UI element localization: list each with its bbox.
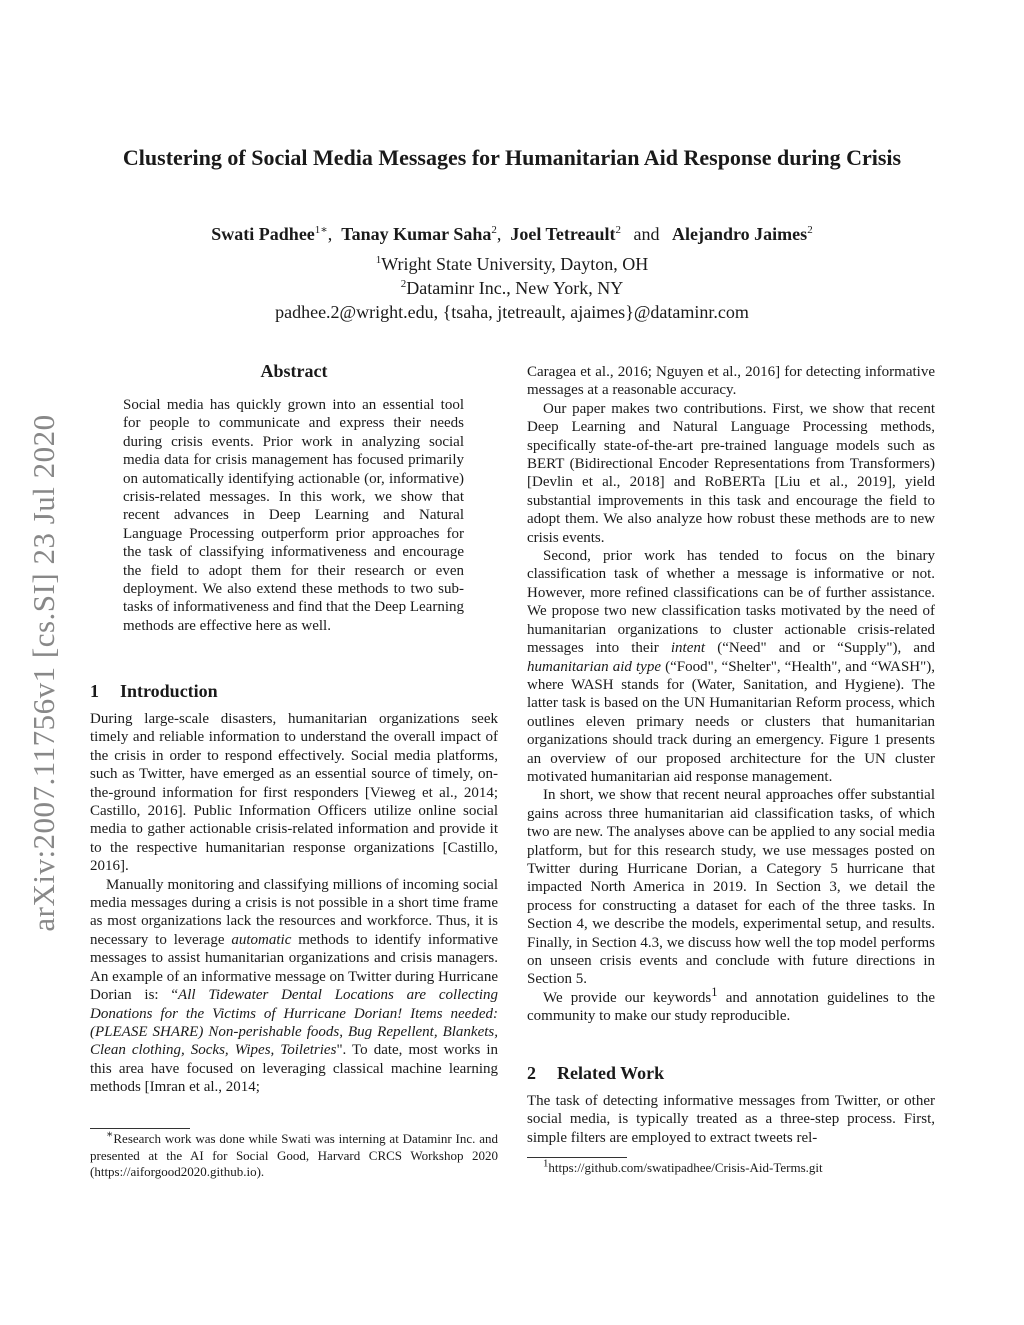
author-sup: 2 — [615, 224, 622, 236]
paragraph: We provide our keywords$^1$ and annotation guidelines to the community to make our study reproducible. — [527, 984, 935, 1025]
paragraph: Caragea et al., 2016; Nguyen et al., 2016] for detecting informative messages at a reasonable accuracy. — [527, 364, 935, 399]
intro-left-column — [90, 710, 498, 1097]
author-name: Joel Tetreault — [510, 224, 616, 244]
abstract-heading: Abstract — [260, 361, 328, 381]
author-sup: 2 — [807, 224, 813, 236]
paragraph: Manually monitoring and classifying millions of incoming social media messages during a crisis is not possible in a short time frame as most organizations lack the resources and workforce. Thus, it is necessary to leverage automatic methods to identify informative messages to assist humanitarian organizations and crisis managers. An example of an informative message on Twitter during Hurricane Dorian is: “All Tidewater Dental Locations are collecting Donations for the Victims of Hurricane Dorian! Items needed: (PLEASE SHARE) Non-perishable foods, Bug Repellent, Blankets, Clean clothing, Socks, Wipes, Toiletries". To date, most works in this area have focused on leveraging classical machine learning methods [Imran et al., 2014; — [90, 876, 499, 1096]
footnote-rule — [527, 1157, 627, 1158]
author-name: Tanay Kumar Saha — [341, 224, 492, 244]
author-name: Swati Padhee — [211, 224, 315, 244]
footnote-left: ∗Research work was done while Swati was interning at Dataminr Inc. and presented at the AI for Social Good, Harvard CRCS Workshop 2020 (https://aiforgood2020.github.io). — [90, 1128, 498, 1179]
paragraph: Our paper makes two contributions. First, we show that recent Deep Learning and Natural Language Processing methods, specifically state-of-the-art pre-trained language models such as BERT (Bidirectional Encoder Representations from Transformers) [Devlin et al., 2018] and RoBERTa [Liu et al., 2019], yield substantial improvements in this task and encourage the field to adopt them. We also analyze how robust these methods are to new crisis events. — [527, 400, 935, 546]
author-sup: 1∗ — [314, 224, 328, 236]
related-work-body: The task of detecting informative messages from Twitter, or other social media, is typically treated as a three-step process. First, simple filters are employed to extract tweets rel- — [527, 1093, 935, 1146]
author-emails: padhee.2@wright.edu, {tsaha, jtetreault, ajaimes}@dataminr.com — [275, 302, 749, 322]
author-sup: 2 — [491, 224, 497, 236]
author-name: Alejandro Jaimes — [672, 224, 808, 244]
footnote-rule — [90, 1128, 190, 1129]
paragraph: Second, prior work has tended to focus on the binary classification task of whether a message is informative or not. However, more refined classifications can be of further assistance. We propose two new classification tasks motivated by the need of humanitarian organizations to cluster actionable crisis-related messages into their intent (“Need" and or “Supply"), and humanitarian aid type (“Food", “Shelter", “Health", and “WASH"), where WASH stands for (Water, Sanitation, and Hygiene). The latter task is based on the UN Humanitarian Reform process, which outlines eleven primary needs or clusters that humanitarian organizations should track during an emergency. Figure 1 presents an overview of our proposed architecture for the UN cluster motivated humanitarian aid response management. — [527, 548, 936, 785]
arxiv-stamp: arXiv:2007.11756v1 [cs.SI] 23 Jul 2020 — [26, 414, 61, 932]
affiliation: $^2$Dataminr Inc., New York, NY — [400, 278, 624, 298]
paper-title: Clustering of Social Media Messages for Humanitarian Aid Response during Crisis — [122, 145, 902, 170]
footnote-right: $^1$https://github.com/swatipadhee/Crisis-Aid-Terms.git — [543, 1157, 823, 1175]
paragraph: In short, we show that recent neural approaches offer substantial gains across three humanitarian aid classification tasks, of which two are new. The analyses above can be applied to any social media platform, but for this research study, we use messages posted on Twitter during Hurricane Dorian, a Category 5 hurricane that impacted North America in 2019. In Section 3, we detail the process for constructing a dataset for each of the three tasks. In Section 4, we describe the models, experimental setup, and results. Finally, in Section 4.3, we discuss how well the top model performs on unseen crisis events and conclude with future directions in Section 5. — [527, 787, 935, 988]
author-list: Swati Padhee$^{1∗}$, Tanay Kumar Saha$^2$, Joel Tetreault$^2$ and Alejandro Jaimes$^2$ — [211, 224, 813, 244]
paragraph: During large-scale disasters, humanitarian organizations seek timely and reliable information to understand the overall impact of the crisis in order to respond effectively. Social media platforms, such as Twitter, have emerged as an essential source of timely, on-the-ground information for first responders [Vieweg et al., 2014; Castillo, 2016]. Public Information Officers utilize online social media to gather actionable crisis-related information and provide it to the respective humanitarian response organizations [Castillo, 2016]. — [90, 711, 498, 875]
section-heading-related-work: 2 Related Work — [527, 1063, 665, 1083]
affiliation: $^1$Wright State University, Dayton, OH — [375, 254, 649, 274]
intro-right-column — [527, 363, 935, 1026]
section-heading-introduction: 1 Introduction — [90, 681, 218, 701]
abstract-body: Social media has quickly grown into an essential tool for people to communicate and express their needs during crisis events. Prior work in analyzing social media data for crisis management has focused primarily on automatically identifying actionable (or, informative) crisis-related messages. In this work, we show that recent advances in Deep Learning and Natural Language Processing outperform prior approaches for the task of classifying informativeness and encourage the field to adopt them for their research or even deployment. We also extend these methods to two sub-tasks of informativeness and find that the Deep Learning methods are effective here as well. — [123, 397, 464, 634]
author-conjunction: and — [633, 224, 660, 244]
